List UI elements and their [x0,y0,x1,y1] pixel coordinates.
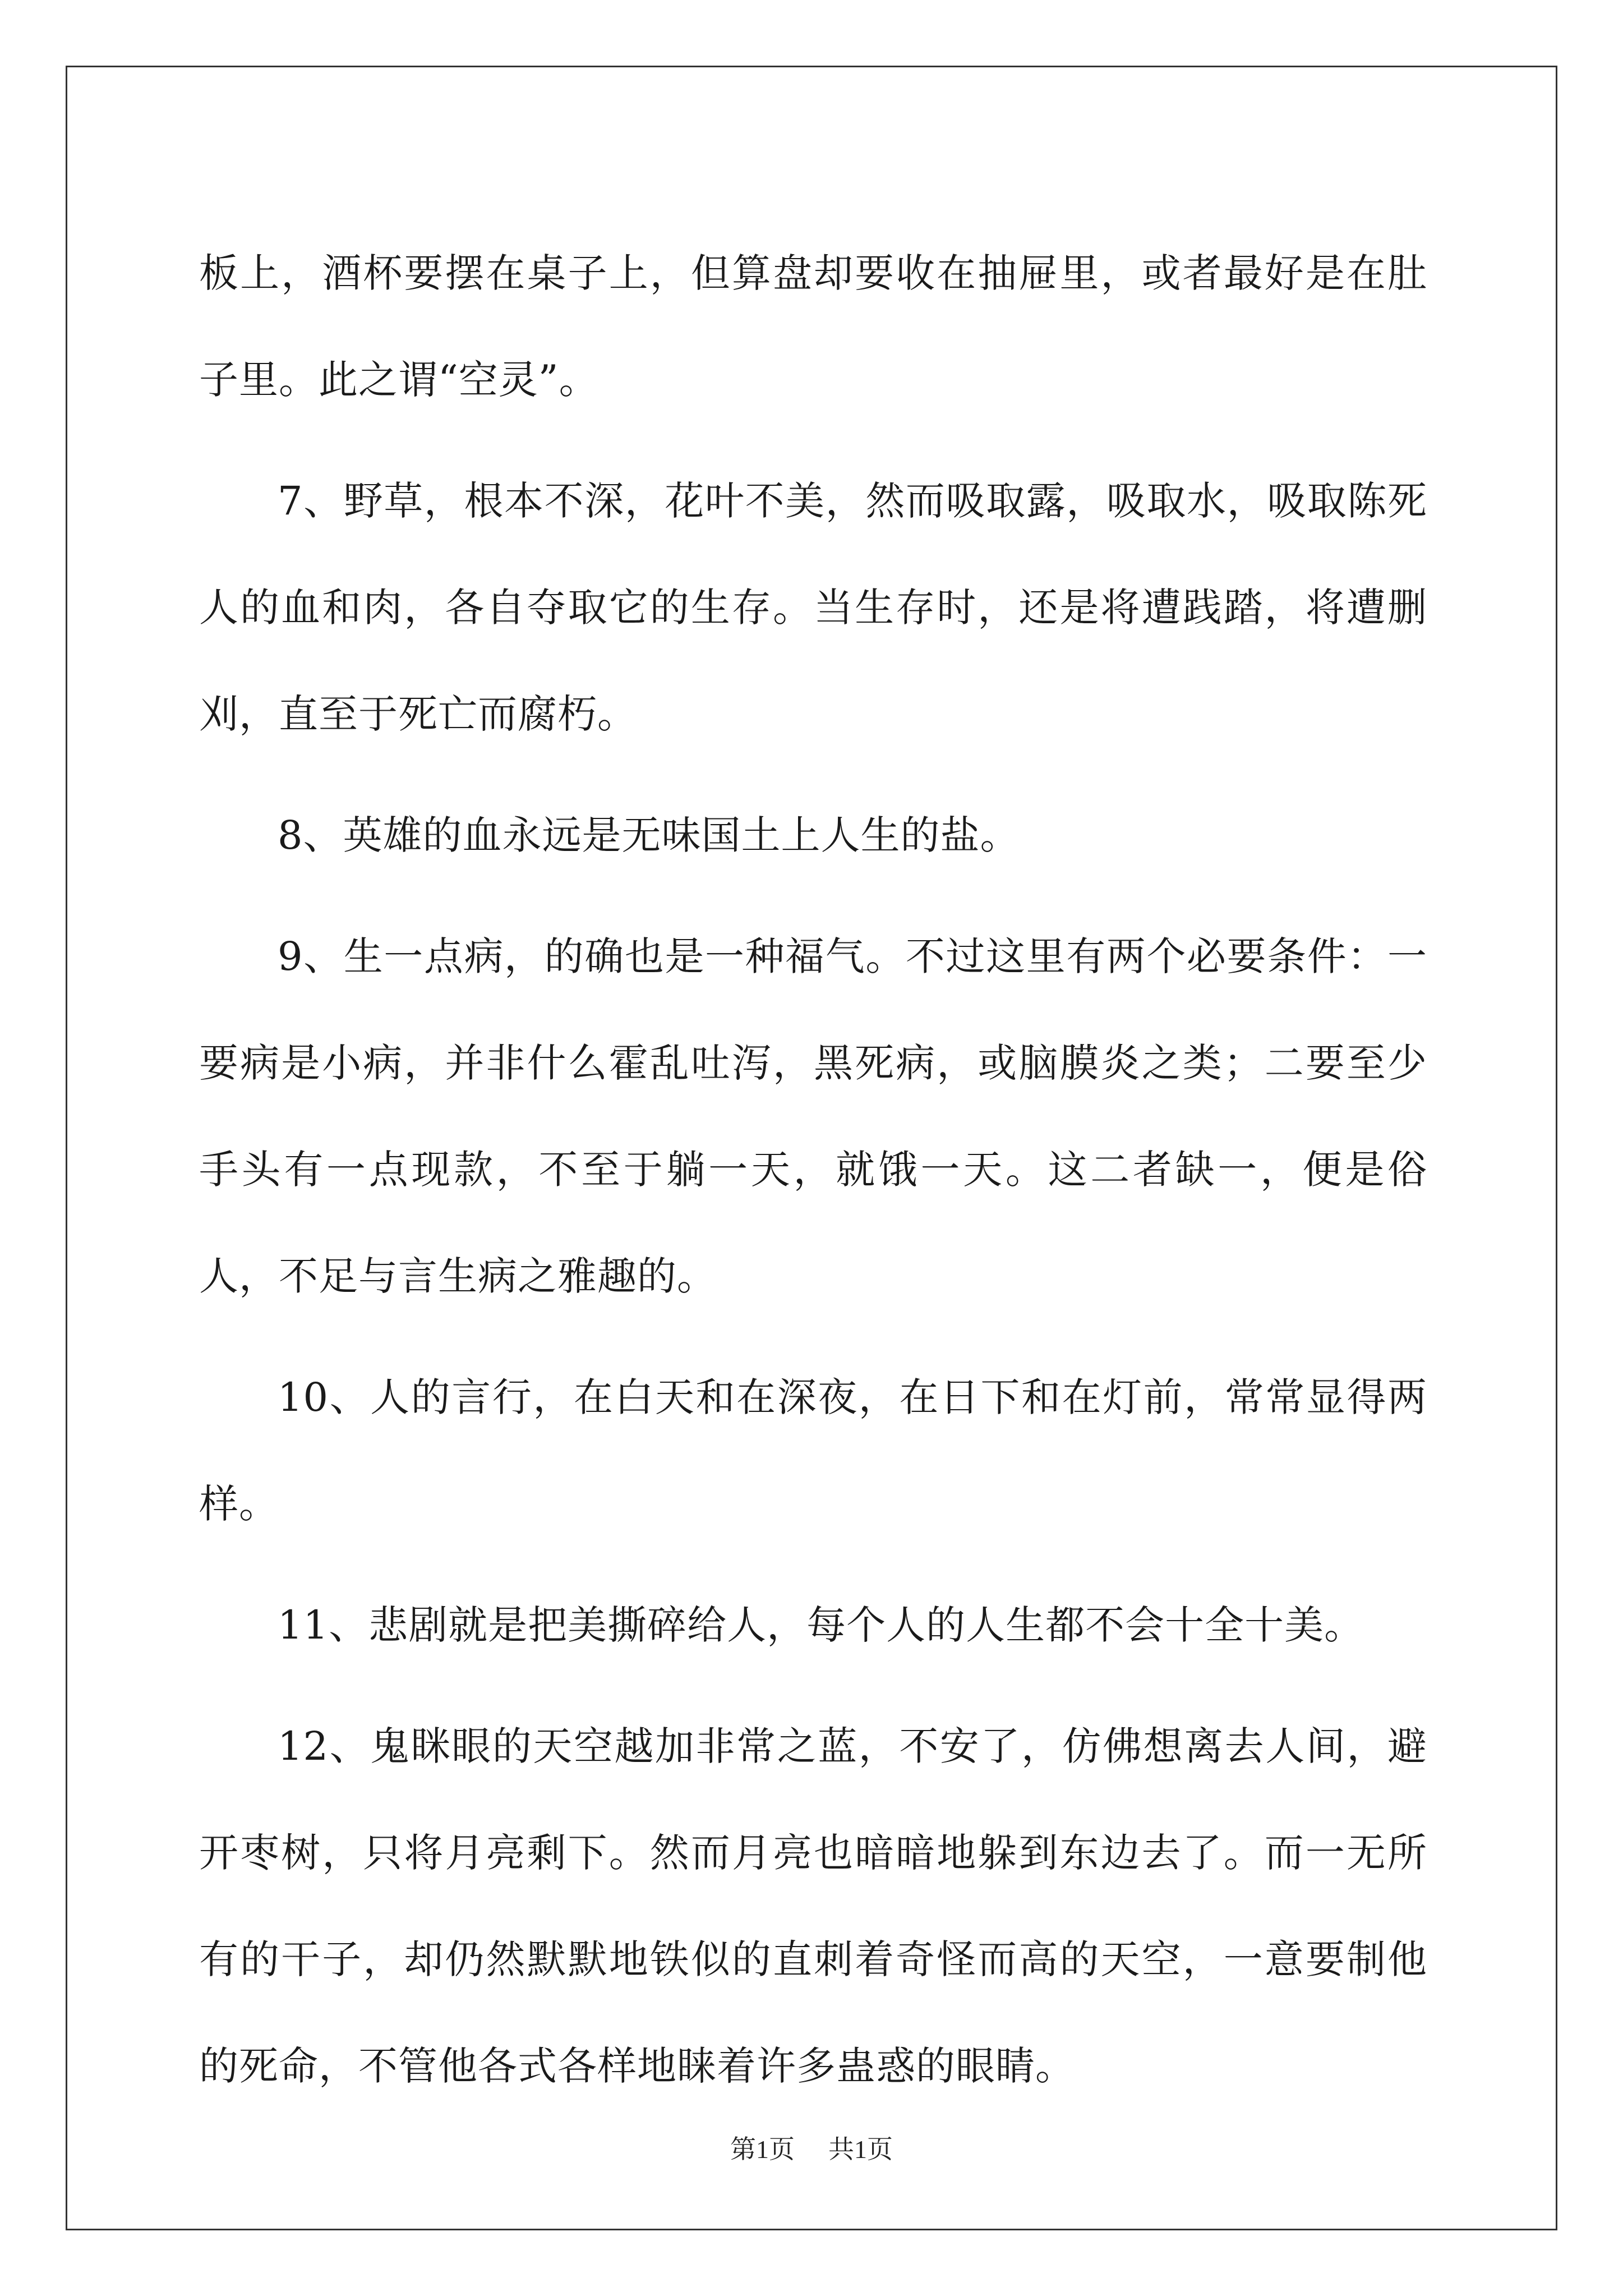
paragraph: 7、野草，根本不深，花叶不美，然而吸取露，吸取水，吸取陈死人的血和肉，各自夺取它的生存。当生存时，还是将遭践踏，将遭删刈，直至于死亡而腐朽。 [199,478,1427,737]
page-number: 第1页 [730,2135,795,2164]
document-body [199,220,1427,2134]
paragraph: 12、鬼眯眼的天空越加非常之蓝，不安了，仿佛想离去人间，避开枣树，只将月亮剩下。然而月亮也暗暗地躲到东边去了。而一无所有的干子，却仍然默默地铁似的直刺着奇怪而高的天空，一意要制他的死命，不管他各式各样地睐着许多蛊惑的眼睛。 [199,1723,1427,2089]
page-total: 共1页 [828,2135,893,2164]
paragraph: 9、生一点病，的确也是一种福气。不过这里有两个必要条件：一要病是小病，并非什么霍乱吐泻，黑死病，或脑膜炎之类；二要至少手头有一点现款，不至于躺一天，就饿一天。这二者缺一，便是俗人，不足与言生病之雅趣的。 [199,933,1427,1299]
paragraph: 板上，酒杯要摆在桌子上，但算盘却要收在抽屉里，或者最好是在肚子里。此之谓“空灵”。 [199,250,1427,403]
page-footer [0,2129,1623,2166]
paragraph: 10、人的言行，在白天和在深夜，在日下和在灯前，常常显得两样。 [199,1374,1427,1527]
paragraph: 11、悲剧就是把美撕碎给人，每个人的人生都不会十全十美。 [278,1602,1364,1648]
paragraph: 8、英雄的血永远是无味国土上人生的盐。 [278,812,1020,858]
